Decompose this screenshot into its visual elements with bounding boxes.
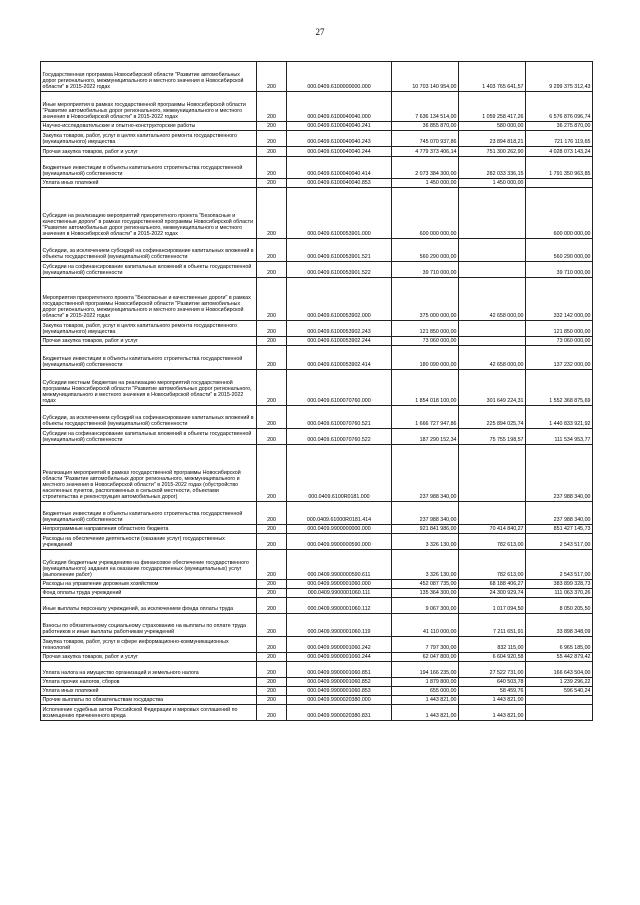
row-executed-amount-cell: 1 403 765 641,57 (459, 62, 526, 92)
table-row (41, 525, 593, 534)
row-type-code-cell: 200 (257, 131, 287, 147)
table-row (41, 62, 593, 92)
row-unexecuted-amount-cell: 33 898 348,09 (526, 614, 593, 637)
row-executed-amount-cell (459, 321, 526, 337)
row-type-code-cell: 200 (257, 92, 287, 122)
table-row (41, 147, 593, 157)
row-classification-code-cell: 000.0409.6100053901.000 (287, 188, 392, 239)
row-type-code-cell: 200 (257, 429, 287, 445)
table-row (41, 321, 593, 337)
table-row (41, 614, 593, 637)
row-approved-amount-cell: 121 850 000,00 (392, 321, 459, 337)
row-description-cell: Субсидии, за исключением субсидий на софинансирование капитальных вложений в объекты государственной (муниципальной) собственности (41, 406, 257, 429)
row-type-code-cell: 200 (257, 370, 287, 406)
table-row (41, 678, 593, 687)
row-executed-amount-cell: 751 300 262,90 (459, 147, 526, 157)
row-type-code-cell: 200 (257, 147, 287, 157)
row-approved-amount-cell: 135 364 300,00 (392, 589, 459, 598)
table-row (41, 157, 593, 179)
row-approved-amount-cell: 1 666 727 947,86 (392, 406, 459, 429)
table-row (41, 122, 593, 131)
row-classification-code-cell: 000.0409.6100R0181.000 (287, 445, 392, 502)
row-type-code-cell: 200 (257, 637, 287, 653)
row-description-cell: Уплата налога на имущество организаций и земельного налога (41, 662, 257, 678)
row-approved-amount-cell: 655 000,00 (392, 687, 459, 696)
row-unexecuted-amount-cell: 4 028 073 143,24 (526, 147, 593, 157)
row-approved-amount-cell: 237 988 340,00 (392, 445, 459, 502)
row-approved-amount-cell: 1 450 000,00 (392, 179, 459, 188)
row-approved-amount-cell: 921 841 986,00 (392, 525, 459, 534)
row-type-code-cell: 200 (257, 525, 287, 534)
row-approved-amount-cell: 745 070 937,86 (392, 131, 459, 147)
row-classification-code-cell: 000.0409.9900001060.244 (287, 653, 392, 662)
row-unexecuted-amount-cell (526, 705, 593, 721)
row-description-cell: Реализация мероприятий в рамках государственной программы Новосибирской области "Развитие автомобильных дорог регионального, межмуниципального и местного значения в Новосибирской области" в 2015-2022 годах (обустройство населенных пунктов, расположенных в сельской местности, объектами строительства и реконструкция автомобильных дорог) (41, 445, 257, 502)
row-type-code-cell: 200 (257, 614, 287, 637)
row-classification-code-cell: 000.0409.6100040040.853 (287, 179, 392, 188)
table-row (41, 550, 593, 580)
row-executed-amount-cell (459, 239, 526, 262)
row-executed-amount-cell: 1 017 094,50 (459, 598, 526, 614)
table-row (41, 429, 593, 445)
row-approved-amount-cell: 187 290 152,34 (392, 429, 459, 445)
row-approved-amount-cell: 3 326 130,00 (392, 534, 459, 550)
row-type-code-cell: 200 (257, 188, 287, 239)
row-description-cell: Субсидии на софинансирование капитальных вложений в объекты государственной (муниципальной) собственности (41, 262, 257, 278)
row-classification-code-cell: 000.0409.9900001060.119 (287, 614, 392, 637)
row-classification-code-cell: 000.0409.9900001060.852 (287, 678, 392, 687)
row-unexecuted-amount-cell: 1 239 296,22 (526, 678, 593, 687)
table-row (41, 278, 593, 321)
row-classification-code-cell: 000.0409.9900000590.611 (287, 550, 392, 580)
row-executed-amount-cell (459, 445, 526, 502)
row-approved-amount-cell: 3 326 130,00 (392, 550, 459, 580)
row-approved-amount-cell: 10 703 140 954,00 (392, 62, 459, 92)
row-approved-amount-cell: 2 073 384 300,00 (392, 157, 459, 179)
row-executed-amount-cell: 58 459,76 (459, 687, 526, 696)
row-classification-code-cell: 000.0409.9900001060.853 (287, 687, 392, 696)
row-classification-code-cell: 000.0409.6100070760.521 (287, 406, 392, 429)
row-classification-code-cell: 000.0409.61000R0181.414 (287, 502, 392, 525)
row-approved-amount-cell: 7 636 134 514,00 (392, 92, 459, 122)
row-classification-code-cell: 000.0409.6100053902.414 (287, 346, 392, 370)
table-row (41, 370, 593, 406)
table-row (41, 580, 593, 589)
table-row (41, 92, 593, 122)
row-type-code-cell: 200 (257, 687, 287, 696)
row-type-code-cell: 200 (257, 262, 287, 278)
row-executed-amount-cell: 75 755 198,57 (459, 429, 526, 445)
row-description-cell: Бюджетные инвестиции в объекты капитального строительства государственной (муниципальной) собственности (41, 502, 257, 525)
table-row (41, 598, 593, 614)
row-unexecuted-amount-cell: 121 850 000,00 (526, 321, 593, 337)
table-row (41, 502, 593, 525)
row-classification-code-cell: 000.0409.9900000000.000 (287, 525, 392, 534)
row-approved-amount-cell: 194 166 235,00 (392, 662, 459, 678)
row-unexecuted-amount-cell: 8 050 205,50 (526, 598, 593, 614)
row-executed-amount-cell: 580 000,00 (459, 122, 526, 131)
row-type-code-cell: 200 (257, 696, 287, 705)
row-classification-code-cell: 000.0409.6100053902.243 (287, 321, 392, 337)
row-unexecuted-amount-cell: 237 988 340,00 (526, 445, 593, 502)
row-approved-amount-cell: 9 067 300,00 (392, 598, 459, 614)
row-type-code-cell: 200 (257, 179, 287, 188)
row-classification-code-cell: 000.0409.6100040040.414 (287, 157, 392, 179)
row-approved-amount-cell: 560 290 000,00 (392, 239, 459, 262)
table-row (41, 406, 593, 429)
row-classification-code-cell: 000.0409.9900001060.242 (287, 637, 392, 653)
row-approved-amount-cell: 7 797 300,00 (392, 637, 459, 653)
row-executed-amount-cell: 23 894 818,21 (459, 131, 526, 147)
row-description-cell: Бюджетные инвестиции в объекты капитального строительства государственной (муниципальной) собственности (41, 157, 257, 179)
row-type-code-cell: 200 (257, 705, 287, 721)
row-classification-code-cell: 000.0409.9900001060.000 (287, 580, 392, 589)
row-classification-code-cell: 000.0409.6100053901.521 (287, 239, 392, 262)
table-row (41, 705, 593, 721)
row-approved-amount-cell: 41 110 000,00 (392, 614, 459, 637)
row-unexecuted-amount-cell: 2 543 517,00 (526, 534, 593, 550)
table-row (41, 589, 593, 598)
row-description-cell: Субсидии на софинансирование капитальных вложений в объекты государственной (муниципальной) собственности (41, 429, 257, 445)
row-classification-code-cell: 000.0409.6100040040.000 (287, 92, 392, 122)
row-unexecuted-amount-cell: 111 534 953,77 (526, 429, 593, 445)
row-type-code-cell: 200 (257, 122, 287, 131)
row-classification-code-cell: 000.0409.9900001060.111 (287, 589, 392, 598)
table-row (41, 534, 593, 550)
row-executed-amount-cell: 1 059 258 417,26 (459, 92, 526, 122)
row-classification-code-cell: 000.0409.6100053901.522 (287, 262, 392, 278)
row-executed-amount-cell: 42 658 000,00 (459, 346, 526, 370)
row-executed-amount-cell: 24 300 929,74 (459, 589, 526, 598)
row-description-cell: Иные мероприятия в рамках государственной программы Новосибирской области "Развитие автомобильных дорог регионального, межмуниципального и местного значения в Новосибирской области" в 2015-2022 годах (41, 92, 257, 122)
row-unexecuted-amount-cell: 166 643 504,00 (526, 662, 593, 678)
row-approved-amount-cell: 73 060 000,00 (392, 337, 459, 346)
row-unexecuted-amount-cell (526, 179, 593, 188)
row-approved-amount-cell: 375 000 000,00 (392, 278, 459, 321)
row-type-code-cell: 200 (257, 157, 287, 179)
row-unexecuted-amount-cell: 1 791 350 963,85 (526, 157, 593, 179)
row-description-cell: Субсидия бюджетным учреждениям на финансовое обеспечение государственного (муниципального) задания на оказание государственных (муниципальных) услуг (выполнение работ) (41, 550, 257, 580)
row-executed-amount-cell: 70 414 840,27 (459, 525, 526, 534)
row-description-cell: Закупка товаров, работ, услуг в целях капитального ремонта государственного (муниципального) имущества (41, 321, 257, 337)
row-approved-amount-cell: 1 879 800,00 (392, 678, 459, 687)
budget-execution-table (40, 61, 593, 721)
row-type-code-cell: 200 (257, 239, 287, 262)
row-type-code-cell: 200 (257, 445, 287, 502)
row-unexecuted-amount-cell: 6 576 876 096,74 (526, 92, 593, 122)
row-executed-amount-cell (459, 502, 526, 525)
row-unexecuted-amount-cell: 73 060 000,00 (526, 337, 593, 346)
row-executed-amount-cell: 42 658 000,00 (459, 278, 526, 321)
row-approved-amount-cell: 237 988 340,00 (392, 502, 459, 525)
row-approved-amount-cell: 39 710 000,00 (392, 262, 459, 278)
row-description-cell: Субсидия на реализацию мероприятий приоритетного проекта "Безопасные и качественные дороги" в рамках государственной программы Новосибирской области "Развитие автомобильных дорог регионального, межмуниципального и местного значения в Новосибирской области" в 2015-2022 годах (41, 188, 257, 239)
row-unexecuted-amount-cell: 55 442 879,42 (526, 653, 593, 662)
table-row (41, 131, 593, 147)
row-executed-amount-cell: 6 604 920,58 (459, 653, 526, 662)
row-executed-amount-cell: 225 894 025,74 (459, 406, 526, 429)
row-classification-code-cell: 000.0409.6100070760.000 (287, 370, 392, 406)
row-type-code-cell: 200 (257, 678, 287, 687)
row-executed-amount-cell (459, 188, 526, 239)
row-description-cell: Фонд оплаты труда учреждений (41, 589, 257, 598)
row-approved-amount-cell: 1 443 821,00 (392, 705, 459, 721)
row-executed-amount-cell: 282 033 336,15 (459, 157, 526, 179)
row-type-code-cell: 200 (257, 502, 287, 525)
row-description-cell: Непрограммные направления областного бюджета (41, 525, 257, 534)
row-description-cell: Мероприятия приоритетного проекта "Безопасные и качественные дороги" в рамках государственной программы Новосибирской области "Развитие автомобильных дорог регионального, межмуниципального и местного значения в Новосибирской области" в 2015-2022 годах (41, 278, 257, 321)
row-unexecuted-amount-cell: 2 543 517,00 (526, 550, 593, 580)
row-classification-code-cell: 000.0409.6100040040.241 (287, 122, 392, 131)
row-description-cell: Иные выплаты персоналу учреждений, за исключением фонда оплаты труда (41, 598, 257, 614)
row-description-cell: Уплата прочих налогов, сборов (41, 678, 257, 687)
row-unexecuted-amount-cell: 600 000 000,00 (526, 188, 593, 239)
page-number: 27 (315, 27, 325, 37)
row-classification-code-cell: 000.0409.9900000590.000 (287, 534, 392, 550)
row-type-code-cell: 200 (257, 580, 287, 589)
row-type-code-cell: 200 (257, 550, 287, 580)
row-approved-amount-cell: 600 000 000,00 (392, 188, 459, 239)
row-classification-code-cell: 000.0409.6100040040.244 (287, 147, 392, 157)
row-description-cell: Расходы на обеспечение деятельности (оказание услуг) государственных учреждений (41, 534, 257, 550)
table-row (41, 346, 593, 370)
row-unexecuted-amount-cell: 137 232 000,00 (526, 346, 593, 370)
row-unexecuted-amount-cell: 9 299 375 312,43 (526, 62, 593, 92)
row-executed-amount-cell (459, 337, 526, 346)
row-executed-amount-cell: 7 211 651,91 (459, 614, 526, 637)
row-unexecuted-amount-cell: 1 440 833 921,92 (526, 406, 593, 429)
row-unexecuted-amount-cell (526, 696, 593, 705)
row-executed-amount-cell: 301 649 224,31 (459, 370, 526, 406)
row-type-code-cell: 200 (257, 321, 287, 337)
table-row (41, 337, 593, 346)
row-approved-amount-cell: 4 779 373 406,14 (392, 147, 459, 157)
table-row (41, 262, 593, 278)
row-description-cell: Закупка товаров, работ, услуг в целях капитального ремонта государственного (муниципального) имущества (41, 131, 257, 147)
row-classification-code-cell: 000.0409.6100070760.522 (287, 429, 392, 445)
row-description-cell: Прочие выплаты по обязательствам государства (41, 696, 257, 705)
row-description-cell: Субсидии, за исключением субсидий на софинансирование капитальных вложений в объекты государственной (муниципальной) собственности (41, 239, 257, 262)
row-type-code-cell: 200 (257, 653, 287, 662)
row-approved-amount-cell: 36 855 870,00 (392, 122, 459, 131)
row-type-code-cell: 200 (257, 662, 287, 678)
row-unexecuted-amount-cell: 560 290 000,00 (526, 239, 593, 262)
row-description-cell: Уплата иных платежей (41, 179, 257, 188)
row-approved-amount-cell: 452 087 735,00 (392, 580, 459, 589)
row-unexecuted-amount-cell: 332 142 000,00 (526, 278, 593, 321)
row-description-cell: Взносы по обязательному социальному страхованию на выплаты по оплате труда работников и иные выплаты работникам учреждений (41, 614, 257, 637)
row-description-cell: Научно-исследовательские и опытно-конструкторские работы (41, 122, 257, 131)
row-unexecuted-amount-cell: 6 965 185,00 (526, 637, 593, 653)
table-row (41, 179, 593, 188)
row-description-cell: Уплата иных платежей (41, 687, 257, 696)
row-executed-amount-cell: 1 443 821,00 (459, 705, 526, 721)
row-type-code-cell: 200 (257, 62, 287, 92)
row-unexecuted-amount-cell: 36 275 870,00 (526, 122, 593, 131)
row-approved-amount-cell: 1 854 018 100,00 (392, 370, 459, 406)
row-unexecuted-amount-cell: 111 063 370,26 (526, 589, 593, 598)
row-description-cell: Прочая закупка товаров, работ и услуг (41, 147, 257, 157)
row-executed-amount-cell: 782 613,00 (459, 550, 526, 580)
row-type-code-cell: 200 (257, 337, 287, 346)
table-row (41, 653, 593, 662)
table-row (41, 239, 593, 262)
row-unexecuted-amount-cell: 596 540,24 (526, 687, 593, 696)
row-type-code-cell: 200 (257, 406, 287, 429)
row-approved-amount-cell: 180 090 000,00 (392, 346, 459, 370)
row-unexecuted-amount-cell: 1 552 368 875,69 (526, 370, 593, 406)
row-executed-amount-cell (459, 262, 526, 278)
row-description-cell: Субсидии местным бюджетам на реализацию мероприятий государственной программы Новосибирской области "Развитие автомобильных дорог регионального, межмуниципального и местного значения в Новосибирской области" в 2015-2022 годах (41, 370, 257, 406)
row-classification-code-cell: 000.0409.9900001060.851 (287, 662, 392, 678)
row-executed-amount-cell: 68 188 406,27 (459, 580, 526, 589)
table-row (41, 696, 593, 705)
row-executed-amount-cell: 640 503,78 (459, 678, 526, 687)
table-row (41, 637, 593, 653)
row-type-code-cell: 200 (257, 589, 287, 598)
row-type-code-cell: 200 (257, 534, 287, 550)
row-executed-amount-cell: 832 115,00 (459, 637, 526, 653)
row-executed-amount-cell: 27 522 731,00 (459, 662, 526, 678)
row-classification-code-cell: 000.0409.6100053902.000 (287, 278, 392, 321)
table-row (41, 687, 593, 696)
row-description-cell: Бюджетные инвестиции в объекты капитального строительства государственной (муниципальной) собственности (41, 346, 257, 370)
row-unexecuted-amount-cell: 851 427 145,73 (526, 525, 593, 534)
row-executed-amount-cell: 1 443 821,00 (459, 696, 526, 705)
row-description-cell: Закупка товаров, работ, услуг в сфере информационно-коммуникационных технологий (41, 637, 257, 653)
table-row (41, 188, 593, 239)
row-type-code-cell: 200 (257, 598, 287, 614)
row-unexecuted-amount-cell: 721 176 119,65 (526, 131, 593, 147)
row-classification-code-cell: 000.0409.6100053902.244 (287, 337, 392, 346)
row-unexecuted-amount-cell: 39 710 000,00 (526, 262, 593, 278)
row-description-cell: Прочая закупка товаров, работ и услуг (41, 337, 257, 346)
row-classification-code-cell: 000.0409.9900020380.000 (287, 696, 392, 705)
table-row (41, 445, 593, 502)
row-executed-amount-cell: 782 613,00 (459, 534, 526, 550)
row-type-code-cell: 200 (257, 346, 287, 370)
row-classification-code-cell: 000.0409.6100040040.243 (287, 131, 392, 147)
row-approved-amount-cell: 62 047 800,00 (392, 653, 459, 662)
row-classification-code-cell: 000.0409.9900020380.831 (287, 705, 392, 721)
row-executed-amount-cell: 1 450 000,00 (459, 179, 526, 188)
row-classification-code-cell: 000.0409.6100000000.000 (287, 62, 392, 92)
row-unexecuted-amount-cell: 237 988 340,00 (526, 502, 593, 525)
table-row (41, 662, 593, 678)
row-description-cell: Исполнение судебных актов Российской Федерации и мировых соглашений по возмещению причиненного вреда (41, 705, 257, 721)
row-description-cell: Расходы на управление дорожным хозяйством (41, 580, 257, 589)
row-type-code-cell: 200 (257, 278, 287, 321)
row-unexecuted-amount-cell: 383 899 328,73 (526, 580, 593, 589)
row-description-cell: Прочая закупка товаров, работ и услуг (41, 653, 257, 662)
row-description-cell: Государственная программа Новосибирской области "Развитие автомобильных дорог регионального, межмуниципального и местного значения в Новосибирской области" в 2015-2022 годах (41, 62, 257, 92)
row-approved-amount-cell: 1 443 821,00 (392, 696, 459, 705)
row-classification-code-cell: 000.0409.9900001060.112 (287, 598, 392, 614)
